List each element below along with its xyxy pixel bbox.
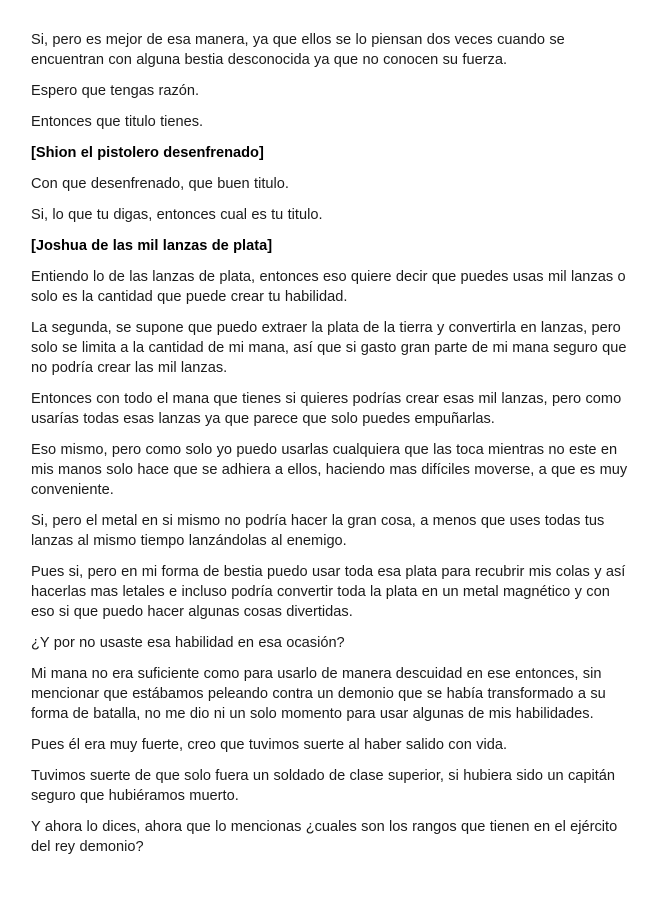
paragraph: Tuvimos suerte de que solo fuera un soldado de clase superior, si hubiera sido un capitán seguro que hubiéramos muerto. [31, 768, 616, 804]
paragraph: Mi mana no era suficiente como para usarlo de manera descuidad en ese entonces, sin mencionar que estábamos peleando contra un demonio que se había transformado a su forma de batalla, no me dio ni un solo momento para usar algunas de mis habilidades. [31, 666, 606, 722]
paragraph: Si, lo que tu digas, entonces cual es tu titulo. [31, 207, 323, 223]
paragraph: Con que desenfrenado, que buen titulo. [31, 176, 289, 192]
paragraph: Si, pero el metal en si mismo no podría hacer la gran cosa, a menos que uses todas tus lanzas al mismo tiempo lanzándolas al enemigo. [31, 513, 605, 549]
paragraph: Entiendo lo de las lanzas de plata, entonces eso quiere decir que puedes usas mil lanzas o solo es la cantidad que puede crear tu habilidad. [31, 269, 626, 305]
document-page [31, 30, 633, 868]
paragraph: Eso mismo, pero como solo yo puedo usarlas cualquiera que las toca mientras no este en mis manos solo hace que se adhiera a ellos, haciendo mas difíciles moverse, a que es muy conveniente. [31, 442, 628, 498]
paragraph: Espero que tengas razón. [31, 83, 200, 99]
paragraph: Si, pero es mejor de esa manera, ya que ellos se lo piensan dos veces cuando se encuentran con alguna bestia desconocida ya que no conocen su fuerza. [31, 32, 565, 68]
paragraph: Y ahora lo dices, ahora que lo mencionas ¿cuales son los rangos que tienen en el ejército del rey demonio? [31, 819, 618, 855]
title-heading: [Joshua de las mil lanzas de plata] [31, 238, 273, 254]
paragraph: La segunda, se supone que puedo extraer la plata de la tierra y convertirla en lanzas, pero solo se limita a la cantidad de mi mana, así que si gasto gran parte de mi mana seguro que no podría crear las mil lanzas. [31, 320, 627, 376]
title-heading: [Shion el pistolero desenfrenado] [31, 145, 264, 161]
paragraph: Entonces con todo el mana que tienes si quieres podrías crear esas mil lanzas, pero como usarías todas esas lanzas ya que parece que solo puedes empuñarlas. [31, 391, 622, 427]
paragraph: ¿Y por no usaste esa habilidad en esa ocasión? [31, 635, 345, 651]
paragraph: Pues él era muy fuerte, creo que tuvimos suerte al haber salido con vida. [31, 737, 508, 753]
paragraph: Entonces que titulo tienes. [31, 114, 204, 130]
paragraph: Pues si, pero en mi forma de bestia puedo usar toda esa plata para recubrir mis colas y así hacerlas mas letales e incluso podría convertir toda la plata en un metal magnético y con eso si que puedo hacer algunas cosas divertidas. [31, 564, 626, 620]
